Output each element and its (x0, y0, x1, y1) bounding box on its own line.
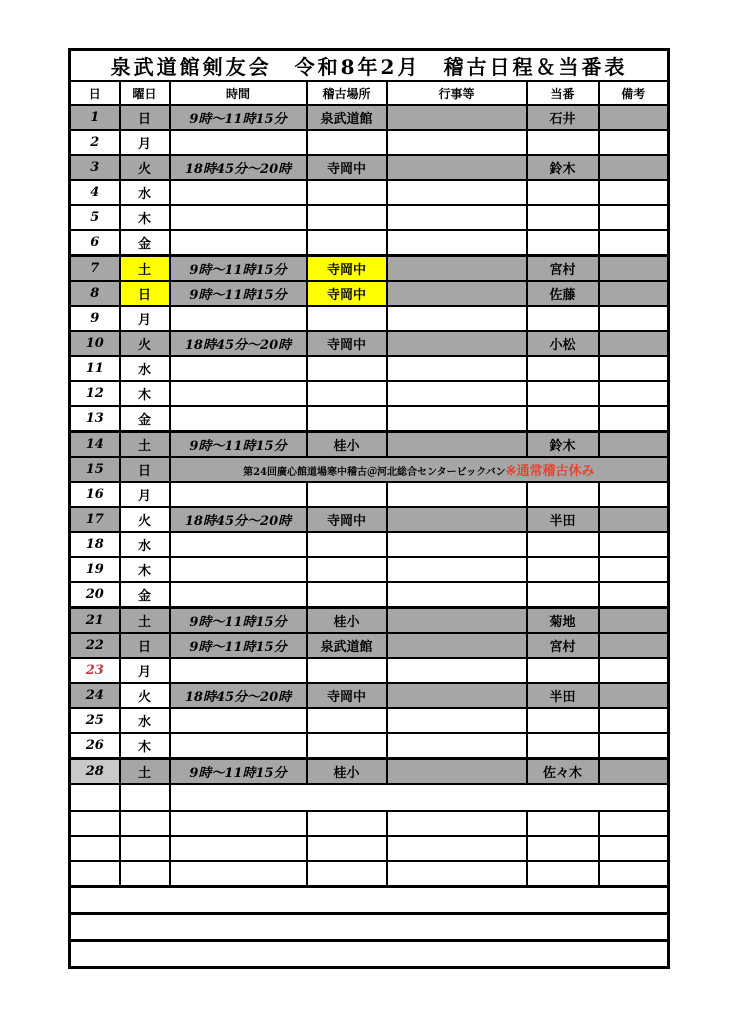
weekday-cell: 火 (120, 331, 170, 356)
weekday-cell: 土 (120, 256, 170, 282)
place-cell (307, 381, 387, 406)
place-cell: 桂小 (307, 432, 387, 458)
duty-cell (527, 406, 599, 432)
footer-half-merged-row (70, 784, 669, 811)
col-header-place: 稽古場所 (307, 81, 387, 105)
event-cell (387, 507, 527, 532)
place-cell (307, 230, 387, 256)
event-cell (387, 683, 527, 708)
day-cell: 11 (70, 356, 120, 381)
weekday-cell: 日 (120, 281, 170, 306)
place-cell (307, 532, 387, 557)
place-cell (307, 356, 387, 381)
event-cell (387, 733, 527, 759)
event-cell (387, 708, 527, 733)
duty-cell (527, 532, 599, 557)
day-cell: 15 (70, 457, 120, 482)
col-header-time: 時間 (170, 81, 307, 105)
day-row-1 (70, 105, 669, 130)
col-header-weekday: 曜日 (120, 81, 170, 105)
full-width-empty-cell (70, 914, 669, 941)
weekday-cell: 日 (120, 457, 170, 482)
day-cell: 1 (70, 105, 120, 130)
place-cell: 寺岡中 (307, 256, 387, 282)
day-cell: 16 (70, 482, 120, 507)
duty-cell (527, 708, 599, 733)
empty-duty-cell (527, 836, 599, 861)
place-cell (307, 180, 387, 205)
day-row-28 (70, 759, 669, 785)
day-cell: 5 (70, 205, 120, 230)
weekday-cell: 月 (120, 306, 170, 331)
day-row-26 (70, 733, 669, 759)
note-cell (599, 155, 669, 180)
event-cell (387, 532, 527, 557)
note-cell (599, 482, 669, 507)
weekday-cell: 月 (120, 130, 170, 155)
day-row-23 (70, 658, 669, 683)
weekday-cell: 月 (120, 658, 170, 683)
day-cell: 19 (70, 557, 120, 582)
time-cell (170, 482, 307, 507)
time-cell: 9時～11時15分 (170, 256, 307, 282)
note-cell (599, 205, 669, 230)
duty-cell: 菊地 (527, 608, 599, 634)
place-cell (307, 658, 387, 683)
day-cell: 6 (70, 230, 120, 256)
weekday-cell: 金 (120, 230, 170, 256)
duty-cell (527, 381, 599, 406)
empty-event-cell (387, 861, 527, 887)
day-row-21 (70, 608, 669, 634)
empty-day-cell (70, 784, 120, 811)
day-cell: 17 (70, 507, 120, 532)
day-row-20 (70, 582, 669, 608)
note-cell (599, 633, 669, 658)
weekday-cell: 土 (120, 608, 170, 634)
time-cell: 9時～11時15分 (170, 759, 307, 785)
empty-day-cell (70, 836, 120, 861)
weekday-cell: 火 (120, 155, 170, 180)
weekday-cell: 日 (120, 633, 170, 658)
note-cell (599, 683, 669, 708)
weekday-cell: 金 (120, 582, 170, 608)
event-cell (387, 205, 527, 230)
time-cell (170, 557, 307, 582)
time-cell: 9時～11時15分 (170, 281, 307, 306)
note-cell (599, 658, 669, 683)
time-cell: 18時45分～20時 (170, 683, 307, 708)
day-row-5 (70, 205, 669, 230)
note-cell (599, 381, 669, 406)
duty-cell: 半田 (527, 683, 599, 708)
day-row-25 (70, 708, 669, 733)
day-row-2 (70, 130, 669, 155)
place-cell: 泉武道館 (307, 633, 387, 658)
place-cell (307, 406, 387, 432)
day-cell: 7 (70, 256, 120, 282)
event-cell (387, 557, 527, 582)
place-cell: 寺岡中 (307, 331, 387, 356)
day-row-22 (70, 633, 669, 658)
place-cell: 寺岡中 (307, 155, 387, 180)
day-cell: 8 (70, 281, 120, 306)
empty-day-cell (70, 811, 120, 836)
weekday-cell: 土 (120, 759, 170, 785)
day-cell: 23 (70, 658, 120, 683)
day-row-4 (70, 180, 669, 205)
empty-time-cell (170, 836, 307, 861)
time-cell (170, 180, 307, 205)
day-row-24 (70, 683, 669, 708)
day-row-6 (70, 230, 669, 256)
duty-cell (527, 130, 599, 155)
note-cell (599, 708, 669, 733)
note-cell (599, 608, 669, 634)
practice-cancelled-note: ※通常稽古休み (505, 464, 595, 479)
footer-full-width-row (70, 887, 669, 914)
empty-day-cell (70, 861, 120, 887)
duty-cell (527, 582, 599, 608)
event-cell (387, 406, 527, 432)
time-cell (170, 733, 307, 759)
footer-full-width-row (70, 914, 669, 941)
special-event-text: 第24回廣心館道場寒中稽古＠河北総合センタービックバン (243, 467, 506, 478)
note-cell (599, 432, 669, 458)
day-row-16 (70, 482, 669, 507)
empty-duty-cell (527, 861, 599, 887)
empty-merged-cell (170, 784, 669, 811)
event-cell (387, 759, 527, 785)
place-cell: 寺岡中 (307, 683, 387, 708)
weekday-cell: 水 (120, 356, 170, 381)
duty-cell: 鈴木 (527, 432, 599, 458)
day-cell: 13 (70, 406, 120, 432)
event-cell (387, 180, 527, 205)
note-cell (599, 507, 669, 532)
note-cell (599, 256, 669, 282)
note-cell (599, 230, 669, 256)
duty-cell: 佐々木 (527, 759, 599, 785)
place-cell (307, 582, 387, 608)
empty-event-cell (387, 811, 527, 836)
empty-note-cell (599, 836, 669, 861)
day-cell: 28 (70, 759, 120, 785)
event-cell (387, 256, 527, 282)
note-cell (599, 356, 669, 381)
weekday-cell: 日 (120, 105, 170, 130)
note-cell (599, 331, 669, 356)
event-cell (387, 633, 527, 658)
footer-empty-grid-row (70, 861, 669, 887)
place-cell (307, 708, 387, 733)
place-cell (307, 733, 387, 759)
time-cell: 9時～11時15分 (170, 105, 307, 130)
day-row-12 (70, 381, 669, 406)
day-cell: 20 (70, 582, 120, 608)
weekday-cell: 木 (120, 381, 170, 406)
special-event-cell (170, 457, 669, 482)
empty-event-cell (387, 836, 527, 861)
footer-empty-grid-row (70, 811, 669, 836)
duty-cell: 宮村 (527, 633, 599, 658)
footer-full-width-row (70, 941, 669, 968)
time-cell (170, 406, 307, 432)
weekday-cell: 木 (120, 557, 170, 582)
title-row (70, 50, 669, 82)
time-cell (170, 356, 307, 381)
note-cell (599, 406, 669, 432)
weekday-cell: 水 (120, 180, 170, 205)
time-cell (170, 658, 307, 683)
note-cell (599, 532, 669, 557)
duty-cell (527, 306, 599, 331)
event-cell (387, 658, 527, 683)
place-cell: 桂小 (307, 759, 387, 785)
col-header-duty: 当番 (527, 81, 599, 105)
day-cell: 26 (70, 733, 120, 759)
duty-cell: 宮村 (527, 256, 599, 282)
empty-note-cell (599, 811, 669, 836)
empty-time-cell (170, 811, 307, 836)
day-cell: 14 (70, 432, 120, 458)
event-cell (387, 281, 527, 306)
event-cell (387, 331, 527, 356)
empty-weekday-cell (120, 861, 170, 887)
event-cell (387, 482, 527, 507)
duty-cell (527, 658, 599, 683)
weekday-cell: 月 (120, 482, 170, 507)
time-cell (170, 708, 307, 733)
event-cell (387, 130, 527, 155)
day-row-13 (70, 406, 669, 432)
day-row-17 (70, 507, 669, 532)
weekday-cell: 水 (120, 708, 170, 733)
empty-place-cell (307, 811, 387, 836)
day-cell: 12 (70, 381, 120, 406)
empty-weekday-cell (120, 836, 170, 861)
duty-cell: 小松 (527, 331, 599, 356)
place-cell (307, 205, 387, 230)
day-row-15 (70, 457, 669, 482)
day-cell: 18 (70, 532, 120, 557)
empty-place-cell (307, 836, 387, 861)
event-cell (387, 230, 527, 256)
duty-cell: 石井 (527, 105, 599, 130)
empty-weekday-cell (120, 784, 170, 811)
day-cell: 24 (70, 683, 120, 708)
day-row-18 (70, 532, 669, 557)
weekday-cell: 火 (120, 683, 170, 708)
time-cell (170, 381, 307, 406)
duty-cell: 佐藤 (527, 281, 599, 306)
duty-cell (527, 356, 599, 381)
day-cell: 22 (70, 633, 120, 658)
col-header-note: 備考 (599, 81, 669, 105)
empty-note-cell (599, 861, 669, 887)
time-cell: 9時～11時15分 (170, 432, 307, 458)
note-cell (599, 557, 669, 582)
time-cell: 18時45分～20時 (170, 331, 307, 356)
footer-empty-grid-row (70, 836, 669, 861)
day-cell: 2 (70, 130, 120, 155)
place-cell (307, 130, 387, 155)
event-cell (387, 582, 527, 608)
time-cell: 9時～11時15分 (170, 608, 307, 634)
col-header-day: 日 (70, 81, 120, 105)
day-row-19 (70, 557, 669, 582)
time-cell: 9時～11時15分 (170, 633, 307, 658)
time-cell (170, 582, 307, 608)
note-cell (599, 733, 669, 759)
note-cell (599, 105, 669, 130)
weekday-cell: 火 (120, 507, 170, 532)
day-row-10 (70, 331, 669, 356)
time-cell (170, 205, 307, 230)
duty-cell (527, 557, 599, 582)
event-cell (387, 155, 527, 180)
note-cell (599, 180, 669, 205)
weekday-cell: 木 (120, 733, 170, 759)
place-cell: 寺岡中 (307, 507, 387, 532)
weekday-cell: 水 (120, 532, 170, 557)
col-header-event: 行事等 (387, 81, 527, 105)
day-cell: 21 (70, 608, 120, 634)
full-width-empty-cell (70, 887, 669, 914)
duty-cell: 鈴木 (527, 155, 599, 180)
duty-cell (527, 180, 599, 205)
duty-cell: 半田 (527, 507, 599, 532)
time-cell (170, 306, 307, 331)
duty-cell (527, 733, 599, 759)
note-cell (599, 306, 669, 331)
weekday-cell: 土 (120, 432, 170, 458)
place-cell: 泉武道館 (307, 105, 387, 130)
event-cell (387, 105, 527, 130)
empty-duty-cell (527, 811, 599, 836)
duty-cell (527, 230, 599, 256)
day-row-11 (70, 356, 669, 381)
note-cell (599, 281, 669, 306)
empty-place-cell (307, 861, 387, 887)
time-cell: 18時45分～20時 (170, 507, 307, 532)
day-cell: 4 (70, 180, 120, 205)
event-cell (387, 381, 527, 406)
place-cell: 桂小 (307, 608, 387, 634)
time-cell: 18時45分～20時 (170, 155, 307, 180)
weekday-cell: 金 (120, 406, 170, 432)
place-cell (307, 306, 387, 331)
time-cell (170, 130, 307, 155)
day-row-14 (70, 432, 669, 458)
header-row (70, 81, 669, 105)
event-cell (387, 356, 527, 381)
page-title: 泉武道館剣友会 令和8年2月 稽古日程＆当番表 (70, 50, 669, 82)
day-cell: 3 (70, 155, 120, 180)
duty-cell (527, 482, 599, 507)
event-cell (387, 608, 527, 634)
place-cell (307, 482, 387, 507)
note-cell (599, 759, 669, 785)
place-cell (307, 557, 387, 582)
note-cell (599, 130, 669, 155)
event-cell (387, 432, 527, 458)
day-row-8 (70, 281, 669, 306)
day-cell: 25 (70, 708, 120, 733)
full-width-empty-cell (70, 941, 669, 968)
time-cell (170, 230, 307, 256)
day-row-7 (70, 256, 669, 282)
empty-time-cell (170, 861, 307, 887)
time-cell (170, 532, 307, 557)
duty-cell (527, 205, 599, 230)
event-cell (387, 306, 527, 331)
note-cell (599, 582, 669, 608)
day-row-9 (70, 306, 669, 331)
place-cell: 寺岡中 (307, 281, 387, 306)
weekday-cell: 木 (120, 205, 170, 230)
day-cell: 9 (70, 306, 120, 331)
day-row-3 (70, 155, 669, 180)
practice-schedule-table (68, 48, 670, 969)
empty-weekday-cell (120, 811, 170, 836)
day-cell: 10 (70, 331, 120, 356)
